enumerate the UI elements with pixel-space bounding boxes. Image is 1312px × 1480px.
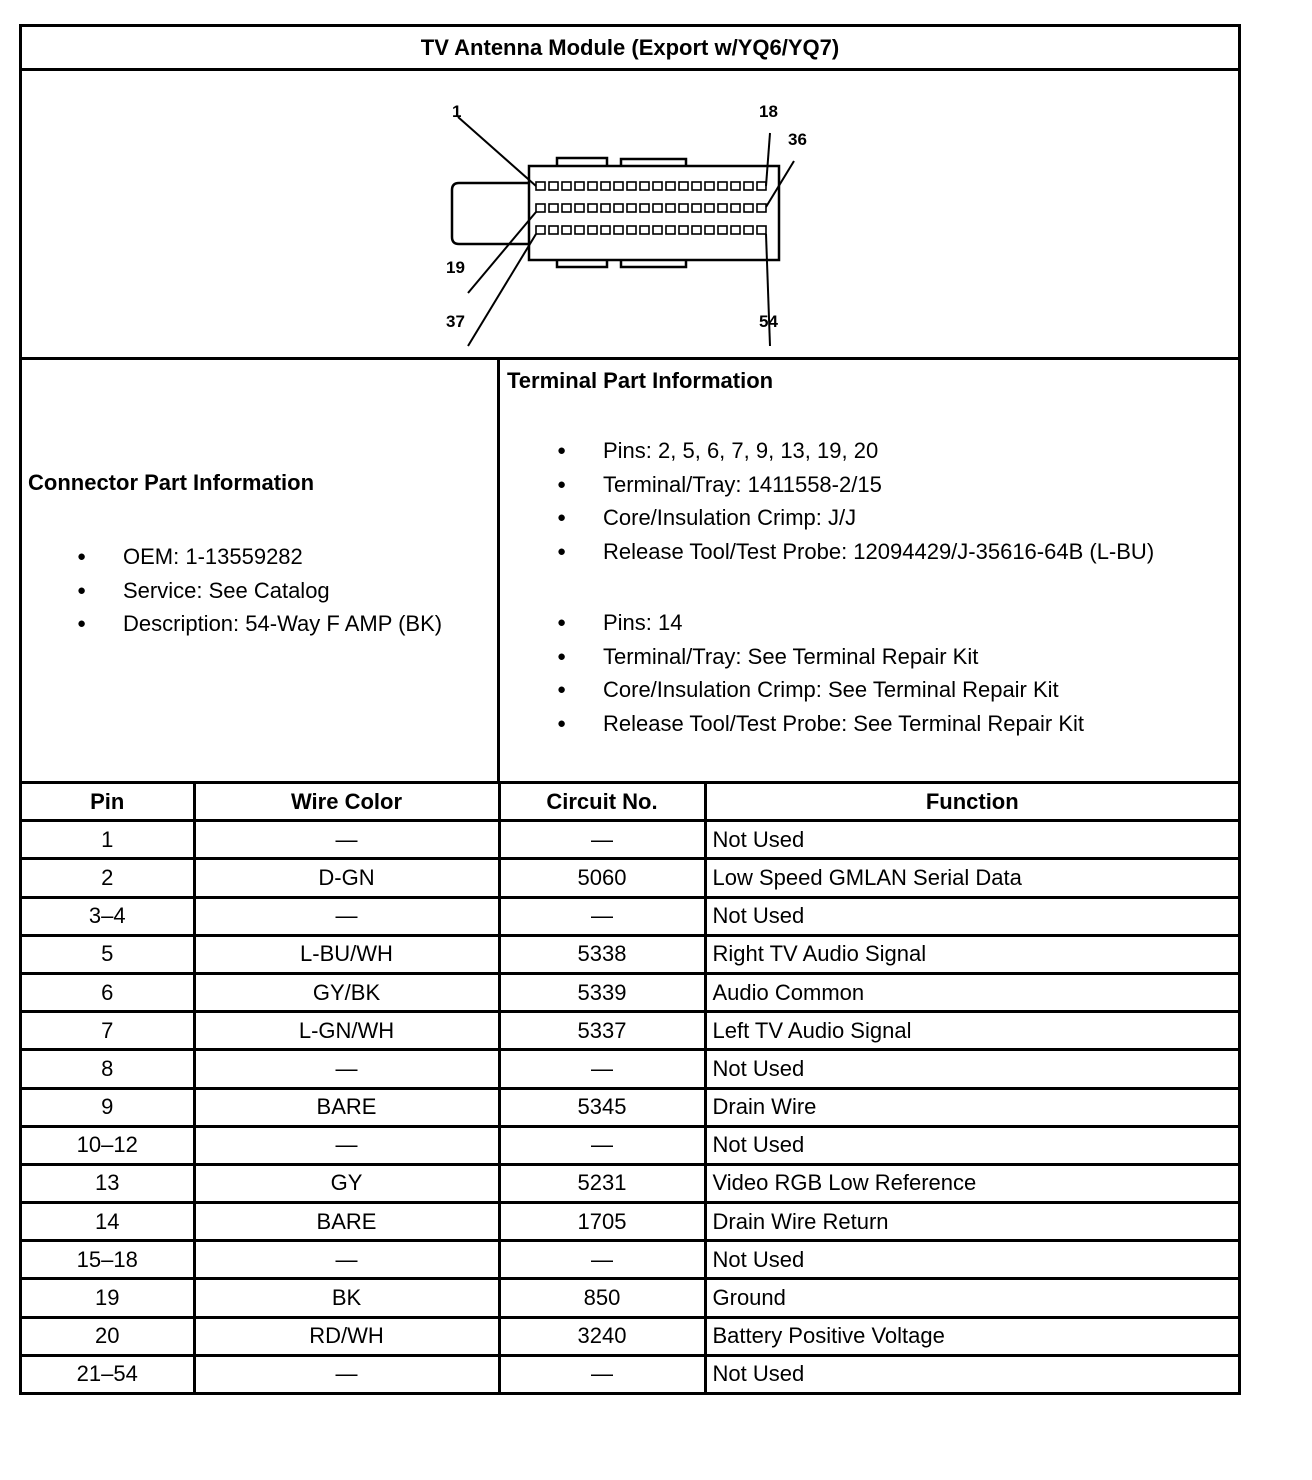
leader-line-pin-37 (468, 234, 536, 346)
list-item: ● Core/Insulation Crimp: J/J (603, 501, 1154, 535)
connector-cavity (575, 226, 584, 234)
connector-cavity (692, 182, 701, 190)
table-row (22, 1317, 1238, 1355)
cell-pin: 6 (22, 973, 194, 1011)
connector-cavity (757, 204, 766, 212)
list-item: ● Service: See Catalog (123, 574, 442, 608)
list-item: ● Pins: 2, 5, 6, 7, 9, 13, 19, 20 (603, 434, 1154, 468)
pin-label-54: 54 (759, 312, 778, 331)
cell-circuit-no: 5060 (499, 859, 705, 897)
cell-function: Not Used (705, 821, 1238, 859)
cell-pin: 14 (22, 1203, 194, 1241)
list-item: ● Pins: 14 (603, 606, 1084, 640)
cell-function: Ground (705, 1279, 1238, 1317)
connector-cavity (653, 204, 662, 212)
connector-cavity (601, 204, 610, 212)
connector-cavity (705, 226, 714, 234)
table-row (22, 1012, 1238, 1050)
cell-wire-color: BARE (194, 1203, 499, 1241)
connector-diagram (22, 71, 1238, 360)
connector-cavity (549, 182, 558, 190)
table-row (22, 1241, 1238, 1279)
connector-cavity (731, 182, 740, 190)
connector-cavity (757, 226, 766, 234)
cell-wire-color: D-GN (194, 859, 499, 897)
cell-pin: 19 (22, 1279, 194, 1317)
connector-cavity (731, 226, 740, 234)
connector-cavity (692, 204, 701, 212)
connector-cavity (536, 204, 545, 212)
connector-cavity (666, 182, 675, 190)
connector-cavity (562, 182, 571, 190)
connector-cavity (718, 182, 727, 190)
cell-circuit-no: 5345 (499, 1088, 705, 1126)
connector-cavity (549, 204, 558, 212)
table-row (22, 973, 1238, 1011)
connector-cavity (562, 204, 571, 212)
list-item: ● Description: 54-Way F AMP (BK) (123, 607, 442, 641)
connector-cavity (575, 204, 584, 212)
connector-cavity (640, 182, 649, 190)
cell-pin: 7 (22, 1012, 194, 1050)
connector-cavity (588, 182, 597, 190)
connector-cavity (679, 204, 688, 212)
list-item: ● Core/Insulation Crimp: See Terminal Repair Kit (603, 673, 1084, 707)
cell-pin: 9 (22, 1088, 194, 1126)
cell-function: Not Used (705, 1050, 1238, 1088)
list-item: ● OEM: 1-13559282 (123, 540, 442, 574)
part-information (22, 360, 1238, 784)
connector-cavity (640, 226, 649, 234)
connector-cavity (666, 204, 675, 212)
connector-cavity (536, 182, 545, 190)
connector-cavity (614, 226, 623, 234)
cell-wire-color: — (194, 821, 499, 859)
table-row (22, 1050, 1238, 1088)
cell-circuit-no: — (499, 1050, 705, 1088)
connector-cavity (627, 226, 636, 234)
connector-cavity (705, 182, 714, 190)
cell-wire-color: GY (194, 1164, 499, 1202)
pin-label-37: 37 (446, 312, 465, 331)
table-row (22, 1203, 1238, 1241)
cell-function: Right TV Audio Signal (705, 935, 1238, 973)
cell-pin: 5 (22, 935, 194, 973)
cell-wire-color: — (194, 1126, 499, 1164)
table-row (22, 1355, 1238, 1392)
connector-cavity (627, 204, 636, 212)
table-row (22, 1164, 1238, 1202)
connector-cavity (536, 226, 545, 234)
cell-pin: 8 (22, 1050, 194, 1088)
pin-label-19: 19 (446, 258, 465, 277)
connector-face-drawing (22, 71, 1238, 357)
table-row (22, 897, 1238, 935)
cell-circuit-no: 5338 (499, 935, 705, 973)
cell-circuit-no: 5337 (499, 1012, 705, 1050)
connector-cavity (562, 226, 571, 234)
connector-cavity (679, 182, 688, 190)
cell-function: Audio Common (705, 973, 1238, 1011)
cell-function: Video RGB Low Reference (705, 1164, 1238, 1202)
cell-circuit-no: 3240 (499, 1317, 705, 1355)
connector-cavity (653, 226, 662, 234)
connector-cavity (744, 204, 753, 212)
cell-wire-color: — (194, 897, 499, 935)
cell-wire-color: L-GN/WH (194, 1012, 499, 1050)
header-circuit-no: Circuit No. (499, 784, 705, 821)
cell-function: Not Used (705, 1355, 1238, 1392)
connector-cavity (601, 182, 610, 190)
cell-wire-color: RD/WH (194, 1317, 499, 1355)
header-wire-color: Wire Color (194, 784, 499, 821)
cell-pin: 2 (22, 859, 194, 897)
connector-cavity (744, 182, 753, 190)
cell-circuit-no: 850 (499, 1279, 705, 1317)
cell-circuit-no: — (499, 1355, 705, 1392)
cell-function: Not Used (705, 1126, 1238, 1164)
table-row (22, 1279, 1238, 1317)
connector-cavity (705, 204, 714, 212)
connector-cavity (588, 204, 597, 212)
connector-cavity (718, 204, 727, 212)
connector-part-info (22, 360, 500, 781)
cell-wire-color: L-BU/WH (194, 935, 499, 973)
cell-pin: 20 (22, 1317, 194, 1355)
connector-cavity (679, 226, 688, 234)
cell-pin: 3–4 (22, 897, 194, 935)
connector-cavity (692, 226, 701, 234)
table-row (22, 859, 1238, 897)
cell-pin: 21–54 (22, 1355, 194, 1392)
connector-cavity (575, 182, 584, 190)
cell-pin: 1 (22, 821, 194, 859)
terminal-part-info (500, 360, 1238, 781)
table-row (22, 1088, 1238, 1126)
cell-wire-color: BARE (194, 1088, 499, 1126)
cell-function: Battery Positive Voltage (705, 1317, 1238, 1355)
connector-cavity (601, 226, 610, 234)
connector-info-list (123, 540, 442, 641)
cell-pin: 15–18 (22, 1241, 194, 1279)
cell-function: Low Speed GMLAN Serial Data (705, 859, 1238, 897)
cell-wire-color: BK (194, 1279, 499, 1317)
cell-pin: 13 (22, 1164, 194, 1202)
page-title: TV Antenna Module (Export w/YQ6/YQ7) (22, 27, 1238, 71)
terminal-info-heading: Terminal Part Information (507, 368, 774, 393)
connector-cavity (614, 204, 623, 212)
connector-cavity (549, 226, 558, 234)
table-header-row (22, 784, 1238, 821)
pin-label-36: 36 (788, 130, 807, 149)
cell-circuit-no: 5231 (499, 1164, 705, 1202)
connector-cavity (757, 182, 766, 190)
connector-cavity (653, 182, 662, 190)
table-row (22, 1126, 1238, 1164)
cell-circuit-no: — (499, 897, 705, 935)
header-pin: Pin (22, 784, 194, 821)
list-item: ● Terminal/Tray: See Terminal Repair Kit (603, 640, 1084, 674)
cell-function: Not Used (705, 897, 1238, 935)
terminal-info-list-b (603, 606, 1084, 740)
cell-wire-color: — (194, 1355, 499, 1392)
cell-function: Not Used (705, 1241, 1238, 1279)
cell-circuit-no: 1705 (499, 1203, 705, 1241)
header-function: Function (705, 784, 1238, 821)
table-row (22, 935, 1238, 973)
connector-info-heading: Connector Part Information (28, 470, 315, 495)
cell-function: Drain Wire Return (705, 1203, 1238, 1241)
leader-line-pin-1 (458, 117, 536, 186)
table-row (22, 821, 1238, 859)
cell-function: Left TV Audio Signal (705, 1012, 1238, 1050)
list-item: ● Terminal/Tray: 1411558-2/15 (603, 468, 1154, 502)
connector-sheet (19, 24, 1241, 1395)
cell-circuit-no: 5339 (499, 973, 705, 1011)
pin-label-18: 18 (759, 102, 778, 121)
cell-wire-color: GY/BK (194, 973, 499, 1011)
list-item: ● Release Tool/Test Probe: 12094429/J-35616-64B (L-BU) (603, 535, 1154, 569)
cell-circuit-no: — (499, 1241, 705, 1279)
connector-body (529, 166, 779, 260)
cell-pin: 10–12 (22, 1126, 194, 1164)
connector-cavity (614, 182, 623, 190)
connector-cavity (744, 226, 753, 234)
terminal-info-list-a (603, 434, 1154, 568)
connector-cavity (640, 204, 649, 212)
cell-wire-color: — (194, 1050, 499, 1088)
connector-cavity (666, 226, 675, 234)
cell-circuit-no: — (499, 1126, 705, 1164)
pinout-table (22, 784, 1238, 1392)
connector-cavity (627, 182, 636, 190)
list-item: ● Release Tool/Test Probe: See Terminal Repair Kit (603, 707, 1084, 741)
cell-circuit-no: — (499, 821, 705, 859)
cell-wire-color: — (194, 1241, 499, 1279)
connector-cavity (731, 204, 740, 212)
pin-label-1: 1 (452, 102, 462, 121)
cell-function: Drain Wire (705, 1088, 1238, 1126)
connector-cavity (718, 226, 727, 234)
connector-cavity (588, 226, 597, 234)
